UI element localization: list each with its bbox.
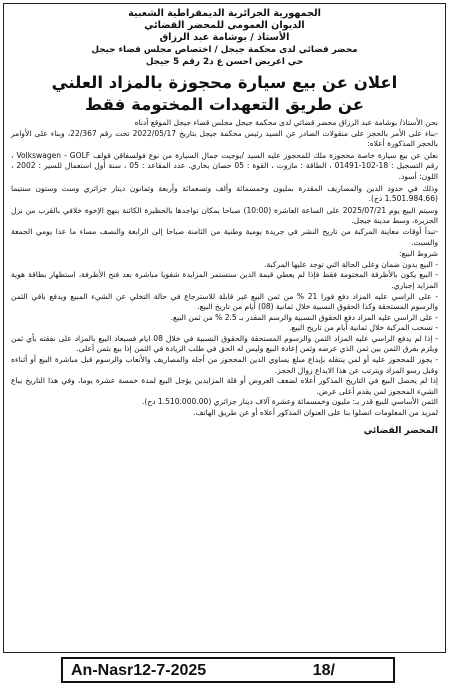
- page-footer: [3, 656, 446, 686]
- notice-subtitle: عن طريق التعهدات المختومة فقط: [85, 95, 364, 114]
- header-jurisdiction: محضر قضائي لدى محكمة جيجل / اختصاص مجلس قضاء جيجل: [91, 45, 358, 55]
- footer-box: [61, 657, 395, 683]
- contact-paragraph: لمزيد من المعلومات اتصلوا بنا على العنوان المذكور أعلاه أو عن طريق الهاتف.: [193, 408, 438, 418]
- condition-item: - يجوز للمحجوز عليه أو لمن ينتقله بإيداع مبلغ يساوي الدين المحجوز من أجله والمصاريف والأتعاب والرسوم قبل مباشرة البيع أو أثناءه وقبل رسو المزاد ويترتب عن هذا الايداع زوال الحجز.: [11, 355, 438, 375]
- condition-item: - تسحب المركبة خلال ثمانية أيام من تاريخ البيع.: [288, 323, 438, 333]
- intro-paragraph: نحن الأستاذ/ بوشامة عبد الرزاق محضر قضائي لدى محكمة جيجل مجلس قضاء جيجل الموقع أدناه: [134, 118, 438, 127]
- inspection-times-paragraph: -تبدأ أوقات معاينة المركبة من تاريخ النشر في جريدة يومية وطنية من الثامنة صباحا إلى الرابعة والنصف مساء ما عدا يومي الجمعة والسبت.: [11, 226, 438, 247]
- header-bailiff-name: الأستاذ / بوشامة عبد الرزاق: [159, 32, 290, 43]
- condition-item: - إذا لم يدفع الراسي عليه المزاد الثمن والرسوم المستحقة والحقوق النسبية في خلال 08 ايام فسيعاد البيع بالمزاد على نفقته بأي ثمن ويلزم بفرق الثمن بين ثمن الذي عرضه وثمن إعادة البيع وليس له الحق في طلب الزيادة في الثمن إذا بيع بثمن أعلى.: [11, 333, 438, 354]
- condition-item: - البيع يكون بالأظرفة المختومة فقط فإذا لم يعطي قيمة الدين ستستمر المزايدة شفويا مباشرة بعد فتح الأظرفة، استظهار بطاقة هوية المزايد إجباري.: [11, 270, 438, 290]
- header-address: حي اعريض احسن ع د2 رقم 5 جيجل: [145, 57, 304, 67]
- conditions-heading: شروط البيع:: [398, 249, 438, 259]
- base-price-paragraph: الثمن الأساسي للبيع قدر بـ: مليون وخمسمائة وعشرة آلاف دينار جزائري (1.510.000.00 دج).: [141, 397, 438, 407]
- notice-title: اعلان عن بيع سيارة محجوزة بالمزاد العلني: [51, 73, 398, 92]
- header-office: الديوان العمومي للمحضر القضائي: [144, 20, 305, 31]
- condition-item: - البيع بدون ضمان وعلى الحالة التي توجد عليها المركبة.: [264, 259, 438, 269]
- condition-item: - على الراسي عليه المزاد دفع فورا 21 % من ثمن البيع غير قابلة للاسترجاع في حالة التخلي عن الشيء المبيع ويدفع باقي الثمن والرسوم المستحقة وكذا الحقوق النسبية خلال ثمانية (08) أيام من تاريخ البيع.: [11, 291, 438, 312]
- court-order-paragraph: -بناء على الأمر بالحجز على منقولات الصادر عن السيد رئيس محكمة جيجل بتاريخ 2022/05/17 تحت رقم 22/367، وبناء على الأوامر بالحجز المذكورة أعلاه:: [11, 128, 438, 149]
- header-country: الجمهورية الجزائرية الديمقراطية الشعبية: [128, 8, 321, 19]
- condition-item: إذا لم يحصل البيع في التاريخ المذكور أعلاه لضعف العروض أو قلة المزايدين يؤجل البيع لمدة خمسة عشرة يوما، وفي هذا التاريخ يباع الشيء المحجوز لمن يقدم أعلى عرض.: [11, 376, 438, 396]
- legal-notice: [3, 3, 446, 653]
- condition-item: - على الراسي عليه المزاد دفع الحقوق النسبية والرسم المقدر بـ 2.5 % من ثمن البيع.: [170, 312, 438, 322]
- vehicle-description-paragraph: نعلن عن بيع سيارة خاصة محجوزة ملك للمحجوز عليه السيد /بوجيت جمال السيارة من نوع فولسفاقن قولف Volkswagen - GOLF ، رقم التسجيل : 18-102-01491 ، الطاقة : مازوت ، القوة : 05 حصان بخاري. عدد المقاعد : 05 ، سنة أول استعمال للسير : 2002 ، اللون: أسود.: [11, 150, 439, 181]
- signature: المحضر القضائي: [363, 425, 438, 436]
- sale-date-paragraph: وسيتم البيع يوم 2025/07/21 على الساعة العاشرة (10:00) صباحا بمكان تواجدها بالحظيرة الكائنة بنهج الإخوة خلافي بالقرب من نزل الجزيرة، وسط مدينة جيجل.: [11, 205, 438, 226]
- page-number: 18/: [312, 662, 335, 679]
- debt-amount-paragraph: وذلك في حدود الدين والمصاريف المقدرة بمليون وخمسمائة وألف وتسعمائة وأربعة وثمانون دينار جزائري وست وستون سنتيما (1.501.984.66 دج).: [11, 183, 438, 204]
- issue-label: An-Nasr12-7-2025: [71, 662, 207, 679]
